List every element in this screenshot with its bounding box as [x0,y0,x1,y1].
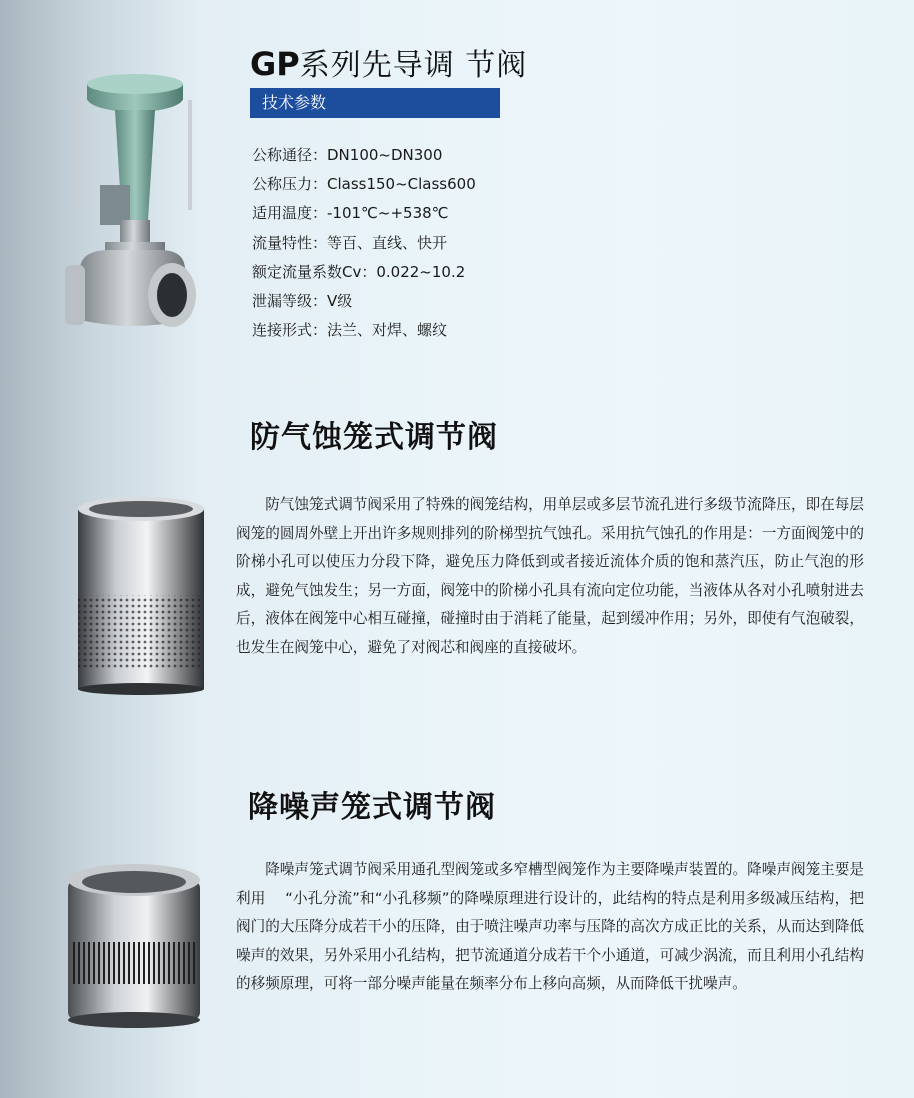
anti-cavitation-paragraph: 防气蚀笼式调节阀采用了特殊的阀笼结构，用单层或多层节流孔进行多级节流降压，即在每层阀笼的圆周外壁上开出许多规则排列的阶梯型抗气蚀孔。采用抗气蚀孔的作用是：一方面阀笼中的阶梯小孔可以使压力分段下降，避免压力降低到或者接近流体介质的饱和蒸汽压，防止气泡的形成，避免气蚀发生；另一方面，阀笼中的阶梯小孔具有流向定位功能，当液体从各对小孔喷射进去后，液体在阀笼中心相互碰撞，碰撞时由于消耗了能量，起到缓冲作用；另外，即使有气泡破裂，也发生在阀笼中心，避免了对阀芯和阀座的直接破坏。 [236,496,864,656]
anti-cavitation-title: 防气蚀笼式调节阀 [250,420,498,455]
spec-nominal-pressure: 公称压力：Class150~Class600 [252,175,476,194]
noise-reduction-title: 降噪声笼式调节阀 [248,790,496,825]
spec-nominal-diameter: 公称通径：DN100~DN300 [252,146,443,164]
anti-cavitation-cage-image [76,495,206,695]
control-valve-image [60,70,210,340]
noise-reduction-cage-image [62,860,206,1030]
title-gp: GP [250,45,300,83]
noise-reduction-paragraph: 降噪声笼式调节阀采用通孔型阀笼或多窄槽型阀笼作为主要降噪声装置的。降噪声阀笼主要是利用 “小孔分流”和“小孔移频”的降噪原理进行设计的，此结构的特点是利用多级减压结构，把阀门的大压降分成若干小的压降，由于喷注噪声功率与压降的高次方成正比的关系，从而达到降低噪声的效果，另外采用小孔结构，把节流通道分成若干个小通道，可减少涡流，而且利用小孔结构的移频原理，可将一部分噪声能量在频率分布上移向高频，从而降低干扰噪声。 [236,861,864,992]
spec-flow-coefficient: 额定流量系数Cv：0.022~10.2 [252,262,466,281]
spec-connection-type: 连接形式：法兰、对焊、螺纹 [252,321,448,340]
title-rest: 系列先导调 节阀 [299,48,528,83]
spec-leakage-class: 泄漏等级：Ⅴ级 [252,292,353,311]
spec-flow-characteristic: 流量特性：等百、直线、快开 [252,233,448,252]
tech-params-badge: 技术参数 [250,88,500,118]
gp-series-title [250,40,527,84]
spec-temperature: 适用温度：-101℃~+538℃ [252,204,449,223]
spec-list [252,141,476,345]
